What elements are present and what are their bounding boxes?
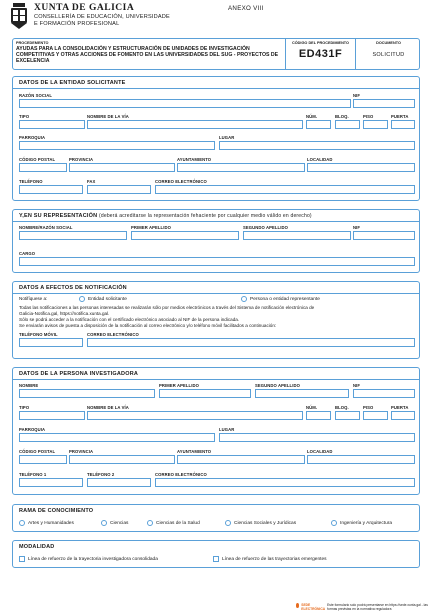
tipo-label: TIPO — [19, 114, 30, 119]
checkbox-emerging[interactable] — [213, 556, 219, 562]
notification-section — [12, 281, 420, 359]
tel1-label: TELÉFONO 1 — [19, 472, 47, 477]
cargo-label: CARGO — [19, 251, 36, 256]
page-header — [10, 3, 430, 33]
xunta-logo — [10, 3, 170, 29]
radio-entity[interactable] — [79, 296, 85, 302]
res-puerta-field[interactable] — [391, 411, 415, 420]
researcher-section — [12, 367, 420, 495]
piso-label: PISO — [363, 114, 374, 119]
notification-line-2: Galicia-Notifica.gal, https://notifica.xunta.gal. — [19, 311, 110, 316]
res-apellido2-label: SEGUNDO APELLIDO — [255, 383, 300, 388]
radio-salud[interactable] — [147, 520, 153, 526]
ayuntamiento-field[interactable] — [177, 163, 305, 172]
procedure-box — [12, 38, 420, 70]
tel2-field[interactable] — [87, 478, 151, 487]
res-nif-label: NIF — [353, 383, 361, 388]
entity-nif-field[interactable] — [353, 99, 415, 108]
tel1-field[interactable] — [19, 478, 83, 487]
res-tipo-field[interactable] — [19, 411, 85, 420]
radio-ciencias[interactable] — [101, 520, 107, 526]
modality-option-emerging[interactable]: Línea de refuerzo de las trayectorias emergentes — [213, 556, 327, 562]
res-via-label: NOMBRE DE LA VÍA — [87, 405, 129, 410]
document-value: SOLICITUD — [372, 52, 405, 58]
radio-ingenieria[interactable] — [331, 520, 337, 526]
entity-section — [12, 76, 420, 201]
parroquia-field[interactable] — [19, 141, 215, 150]
localidad-label: LOCALIDAD — [307, 157, 333, 162]
notify-option-entity[interactable]: Entidad solicitante — [79, 296, 127, 302]
razon-social-label: RAZÓN SOCIAL — [19, 93, 53, 98]
res-nombre-label: NOMBRE — [19, 383, 39, 388]
footer-note — [296, 603, 436, 611]
procedure-code-label: CÓDIGO DEL PROCEDIMIENTO — [291, 41, 350, 45]
provincia-field[interactable] — [69, 163, 175, 172]
res-nombre-field[interactable] — [19, 389, 155, 398]
res-bloq-field[interactable] — [335, 411, 360, 420]
via-label: NOMBRE DE LA VÍA — [87, 114, 129, 119]
checkbox-consolidated[interactable] — [19, 556, 25, 562]
branch-option-ciencias[interactable]: Ciencias — [101, 520, 128, 526]
notify-option-representative[interactable]: Persona o entidad representante — [241, 296, 320, 302]
modality-section — [12, 540, 420, 568]
res-ayuntamiento-label: AYUNTAMIENTO — [177, 449, 212, 454]
radio-sociales[interactable] — [225, 520, 231, 526]
bloq-label: BLOQ. — [335, 114, 349, 119]
procedure-label: PROCEDEMENTO — [16, 41, 49, 45]
coat-of-arms-icon — [10, 3, 28, 29]
rep-apellido1-label: PRIMER APELLIDO — [131, 225, 171, 230]
notification-line-1: Todas las notificaciones a las personas interesadas se realizarán sólo por medios electrónicos a través del Sistema de notificación electrónica de — [19, 305, 315, 310]
rep-nif-field[interactable] — [353, 231, 415, 240]
rep-apellido2-label: SEGUNDO APELLIDO — [243, 225, 288, 230]
lugar-label: LUGAR — [219, 135, 235, 140]
res-ayuntamiento-field[interactable] — [177, 455, 305, 464]
res-parroquia-label: PARROQUIA — [19, 427, 46, 432]
footer-text: Este formulario solo podrá presentarse en https://sede.xunta.gal - las formas previstas en la normativa reguladora — [327, 603, 428, 611]
branch-section-title: RAMA DE CONOCIMIENTO — [19, 508, 94, 514]
parroquia-label: PARROQUIA — [19, 135, 46, 140]
notification-line-4: Se enviarán avisos de puesta a disposición de la notificación al correo electrónico y/o teléfono móvil facilitados a continuación: — [19, 323, 277, 328]
rep-nombre-label: NOMBRE/RAZÓN SOCIAL — [19, 225, 73, 230]
mobile-label: TELÉFONO MÓVIL — [19, 332, 58, 337]
annex-label: ANEXO VIII — [228, 5, 264, 12]
lugar-field[interactable] — [219, 141, 415, 150]
researcher-section-title: DATOS DE LA PERSONA INVESTIGADORA — [19, 371, 139, 377]
ministry-line-1: CONSELLERÍA DE EDUCACIÓN, UNIVERSIDADE — [34, 14, 170, 20]
entity-nif-label: NIF — [353, 93, 361, 98]
res-lugar-label: LUGAR — [219, 427, 235, 432]
telefono-field[interactable] — [19, 185, 83, 194]
tel2-label: TELÉFONO 2 — [87, 472, 115, 477]
via-field[interactable] — [87, 120, 303, 129]
res-piso-field[interactable] — [363, 411, 388, 420]
res-lugar-field[interactable] — [219, 433, 415, 442]
procedure-code: ED431F — [298, 48, 343, 60]
modality-section-title: MODALIDAD — [19, 544, 55, 550]
fax-label: FAX — [87, 179, 96, 184]
notify-email-label: CORREO ELECTRÓNICO — [87, 332, 139, 337]
res-cp-field[interactable] — [19, 455, 67, 464]
bloq-field[interactable] — [335, 120, 360, 129]
res-apellido1-field[interactable] — [159, 389, 251, 398]
res-apellido1-label: PRIMER APELLIDO — [159, 383, 199, 388]
ministry-line-2: E FORMACIÓN PROFESIONAL — [34, 21, 120, 27]
res-apellido2-field[interactable] — [255, 389, 349, 398]
notification-section-title: DATOS A EFECTOS DE NOTIFICACIÓN — [19, 285, 127, 291]
cp-field[interactable] — [19, 163, 67, 172]
res-email-field[interactable] — [155, 478, 415, 487]
notification-line-3: Sólo se podrá acceder a la notificación con el certificado electrónico asociado al NIF de la persona indicada. — [19, 317, 240, 322]
res-num-field[interactable] — [306, 411, 331, 420]
tipo-field[interactable] — [19, 120, 85, 129]
radio-artes[interactable] — [19, 520, 25, 526]
modality-option-consolidated[interactable]: Línea de refuerzo de la trayectoria investigadora consolidada — [19, 556, 158, 562]
puerta-field[interactable] — [391, 120, 415, 129]
ayuntamiento-label: AYUNTAMIENTO — [177, 157, 212, 162]
res-localidad-label: LOCALIDAD — [307, 449, 333, 454]
res-localidad-field[interactable] — [307, 455, 415, 464]
sede-brand: SEDE ELECTRÓNICA — [301, 603, 326, 611]
res-via-field[interactable] — [87, 411, 303, 420]
res-puerta-label: PUERTA — [391, 405, 409, 410]
radio-representative[interactable] — [241, 296, 247, 302]
representation-section-title: Y,EN SU REPRESENTACIÓN (deberá acreditarse la representación fehaciente por cualquier medio válido en derecho) — [19, 213, 312, 219]
res-cp-label: CÓDIGO POSTAL — [19, 449, 56, 454]
res-provincia-field[interactable] — [69, 455, 175, 464]
res-tipo-label: TIPO — [19, 405, 30, 410]
mobile-field[interactable] — [19, 338, 83, 347]
rep-nif-label: NIF — [353, 225, 361, 230]
notify-email-field[interactable] — [87, 338, 415, 347]
branch-option-salud[interactable]: Ciencias de la Salud — [147, 520, 200, 526]
res-piso-label: PISO — [363, 405, 374, 410]
logo-title: XUNTA DE GALICIA — [34, 3, 135, 13]
provincia-label: PROVINCIA — [69, 157, 94, 162]
cp-label: CÓDIGO POSTAL — [19, 157, 56, 162]
rep-nombre-field[interactable] — [19, 231, 127, 240]
entity-section-title: DATOS DE LA ENTIDAD SOLICITANTE — [19, 80, 126, 86]
cargo-field[interactable] — [19, 257, 415, 266]
piso-field[interactable] — [363, 120, 388, 129]
res-email-label: CORREO ELECTRÓNICO — [155, 472, 207, 477]
procedure-description: AYUDAS PARA LA CONSOLIDACIÓN Y ESTRUCTURACIÓN DE UNIDADES DE INVESTIGACIÓN COMPETITIVAS Y OTRAS ACCIONES DE FOMENTO EN LAS UNIVERSIDADES DEL SUG - PROYECTOS DE EXCELENCIA — [16, 46, 279, 64]
branch-section — [12, 504, 420, 532]
num-field[interactable] — [306, 120, 331, 129]
res-parroquia-field[interactable] — [19, 433, 215, 442]
document-label: DOCUMENTO — [376, 41, 401, 45]
localidad-field[interactable] — [307, 163, 415, 172]
branch-option-artes[interactable]: Artes y Humanidades — [19, 520, 74, 526]
razon-social-field[interactable] — [19, 99, 351, 108]
entity-email-label: CORREO ELECTRÓNICO — [155, 179, 207, 184]
procedure-code-cell — [285, 39, 355, 69]
entity-email-field[interactable] — [155, 185, 415, 194]
representation-section — [12, 209, 420, 273]
res-bloq-label: BLOQ. — [335, 405, 349, 410]
res-provincia-label: PROVINCIA — [69, 449, 94, 454]
num-label: NÚM. — [306, 114, 318, 119]
document-cell — [355, 39, 421, 69]
rep-apellido2-field[interactable] — [243, 231, 351, 240]
puerta-label: PUERTA — [391, 114, 409, 119]
telefono-label: TELÉFONO — [19, 179, 43, 184]
procedure-cell — [13, 39, 285, 69]
rep-apellido1-field[interactable] — [131, 231, 239, 240]
res-nif-field[interactable] — [353, 389, 415, 398]
sede-logo-icon — [296, 603, 299, 608]
res-num-label: NÚM. — [306, 405, 318, 410]
branch-option-ingenieria[interactable]: Ingeniería y Arquitectura — [331, 520, 392, 526]
notify-label: Notifíquese a: — [19, 296, 48, 301]
branch-option-sociales[interactable]: Ciencias Sociales y Jurídicas — [225, 520, 296, 526]
fax-field[interactable] — [87, 185, 151, 194]
representation-note: (deberá acreditarse la representación fehaciente por cualquier medio válido en derecho) — [99, 213, 312, 219]
